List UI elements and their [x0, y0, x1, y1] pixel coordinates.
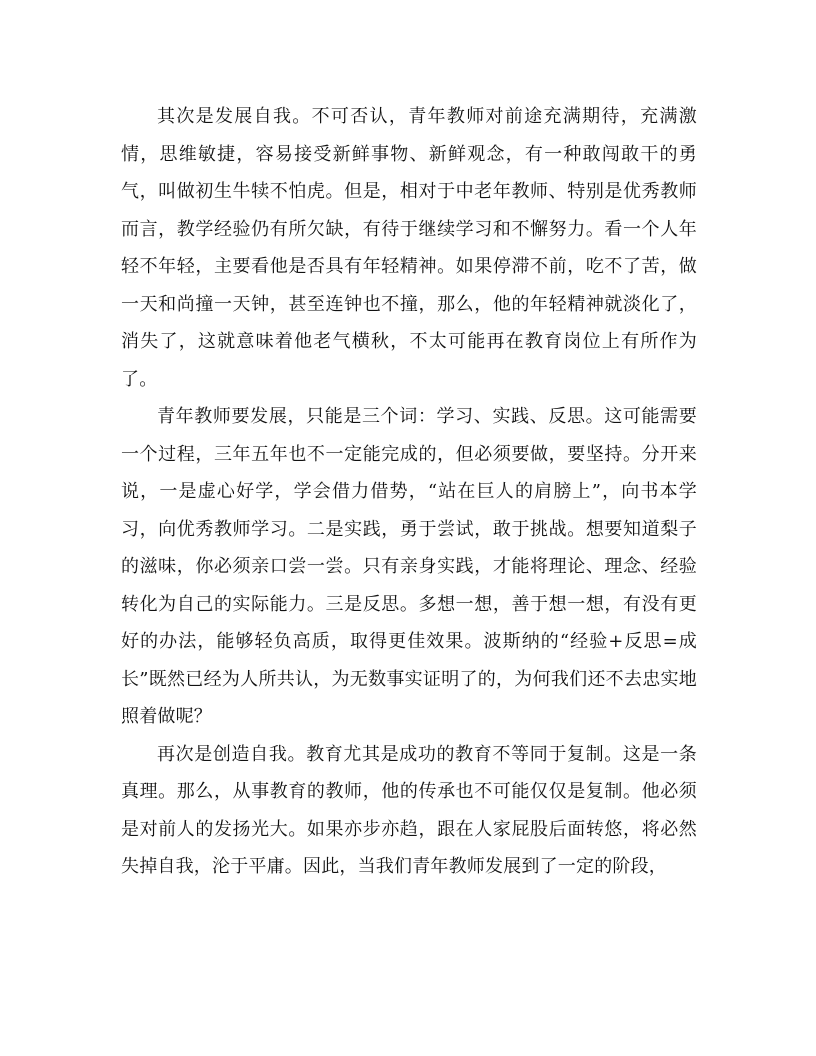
- paragraph-create-self: 再次是创造自我。教育尤其是成功的教育不等同于复制。这是一条真理。那么，从事教育的教师，他的传承也不可能仅仅是复制。他必须是对前人的发扬光大。如果亦步亦趋，跟在人家屁股后面转悠，将必然失掉自我，沦于平庸。因此，当我们青年教师发展到了一定的阶段，: [121, 743, 697, 877]
- paragraph-learn-practice-reflect: 青年教师要发展，只能是三个词：学习、实践、反思。这可能需要一个过程，三年五年也不一定能完成的，但必须要做，要坚持。分开来说，一是虚心好学，学会借力借势，“站在巨人的肩膀上”，向书本学习，向优秀教师学习。二是实践，勇于尝试，敢于挑战。想要知道梨子的滋味，你必须亲口尝一尝。只有亲身实践，才能将理论、理念、经验转化为自己的实际能力。三是反思。多想一想，善于想一想，有没有更好的办法，能够轻负高质，取得更佳效果。波斯纳的“经验+反思=成长”既然已经为人所共认，为无数事实证明了的，为何我们还不去忠实地照着做呢？: [121, 406, 697, 727]
- paragraph-develop-self: 其次是发展自我。不可否认，青年教师对前途充满期待，充满激情，思维敏捷，容易接受新鲜事物、新鲜观念，有一种敢闯敢干的勇气，叫做初生牛犊不怕虎。但是，相对于中老年教师、特别是优秀教师而言，教学经验仍有所欠缺，有待于继续学习和不懈努力。看一个人年轻不年轻，主要看他是否具有年轻精神。如果停滞不前，吃不了苦，做一天和尚撞一天钟，甚至连钟也不撞，那么，他的年轻精神就淡化了，消失了，这就意味着他老气横秋，不太可能再在教育岗位上有所作为了。: [121, 106, 697, 390]
- document-page: [121, 98, 697, 886]
